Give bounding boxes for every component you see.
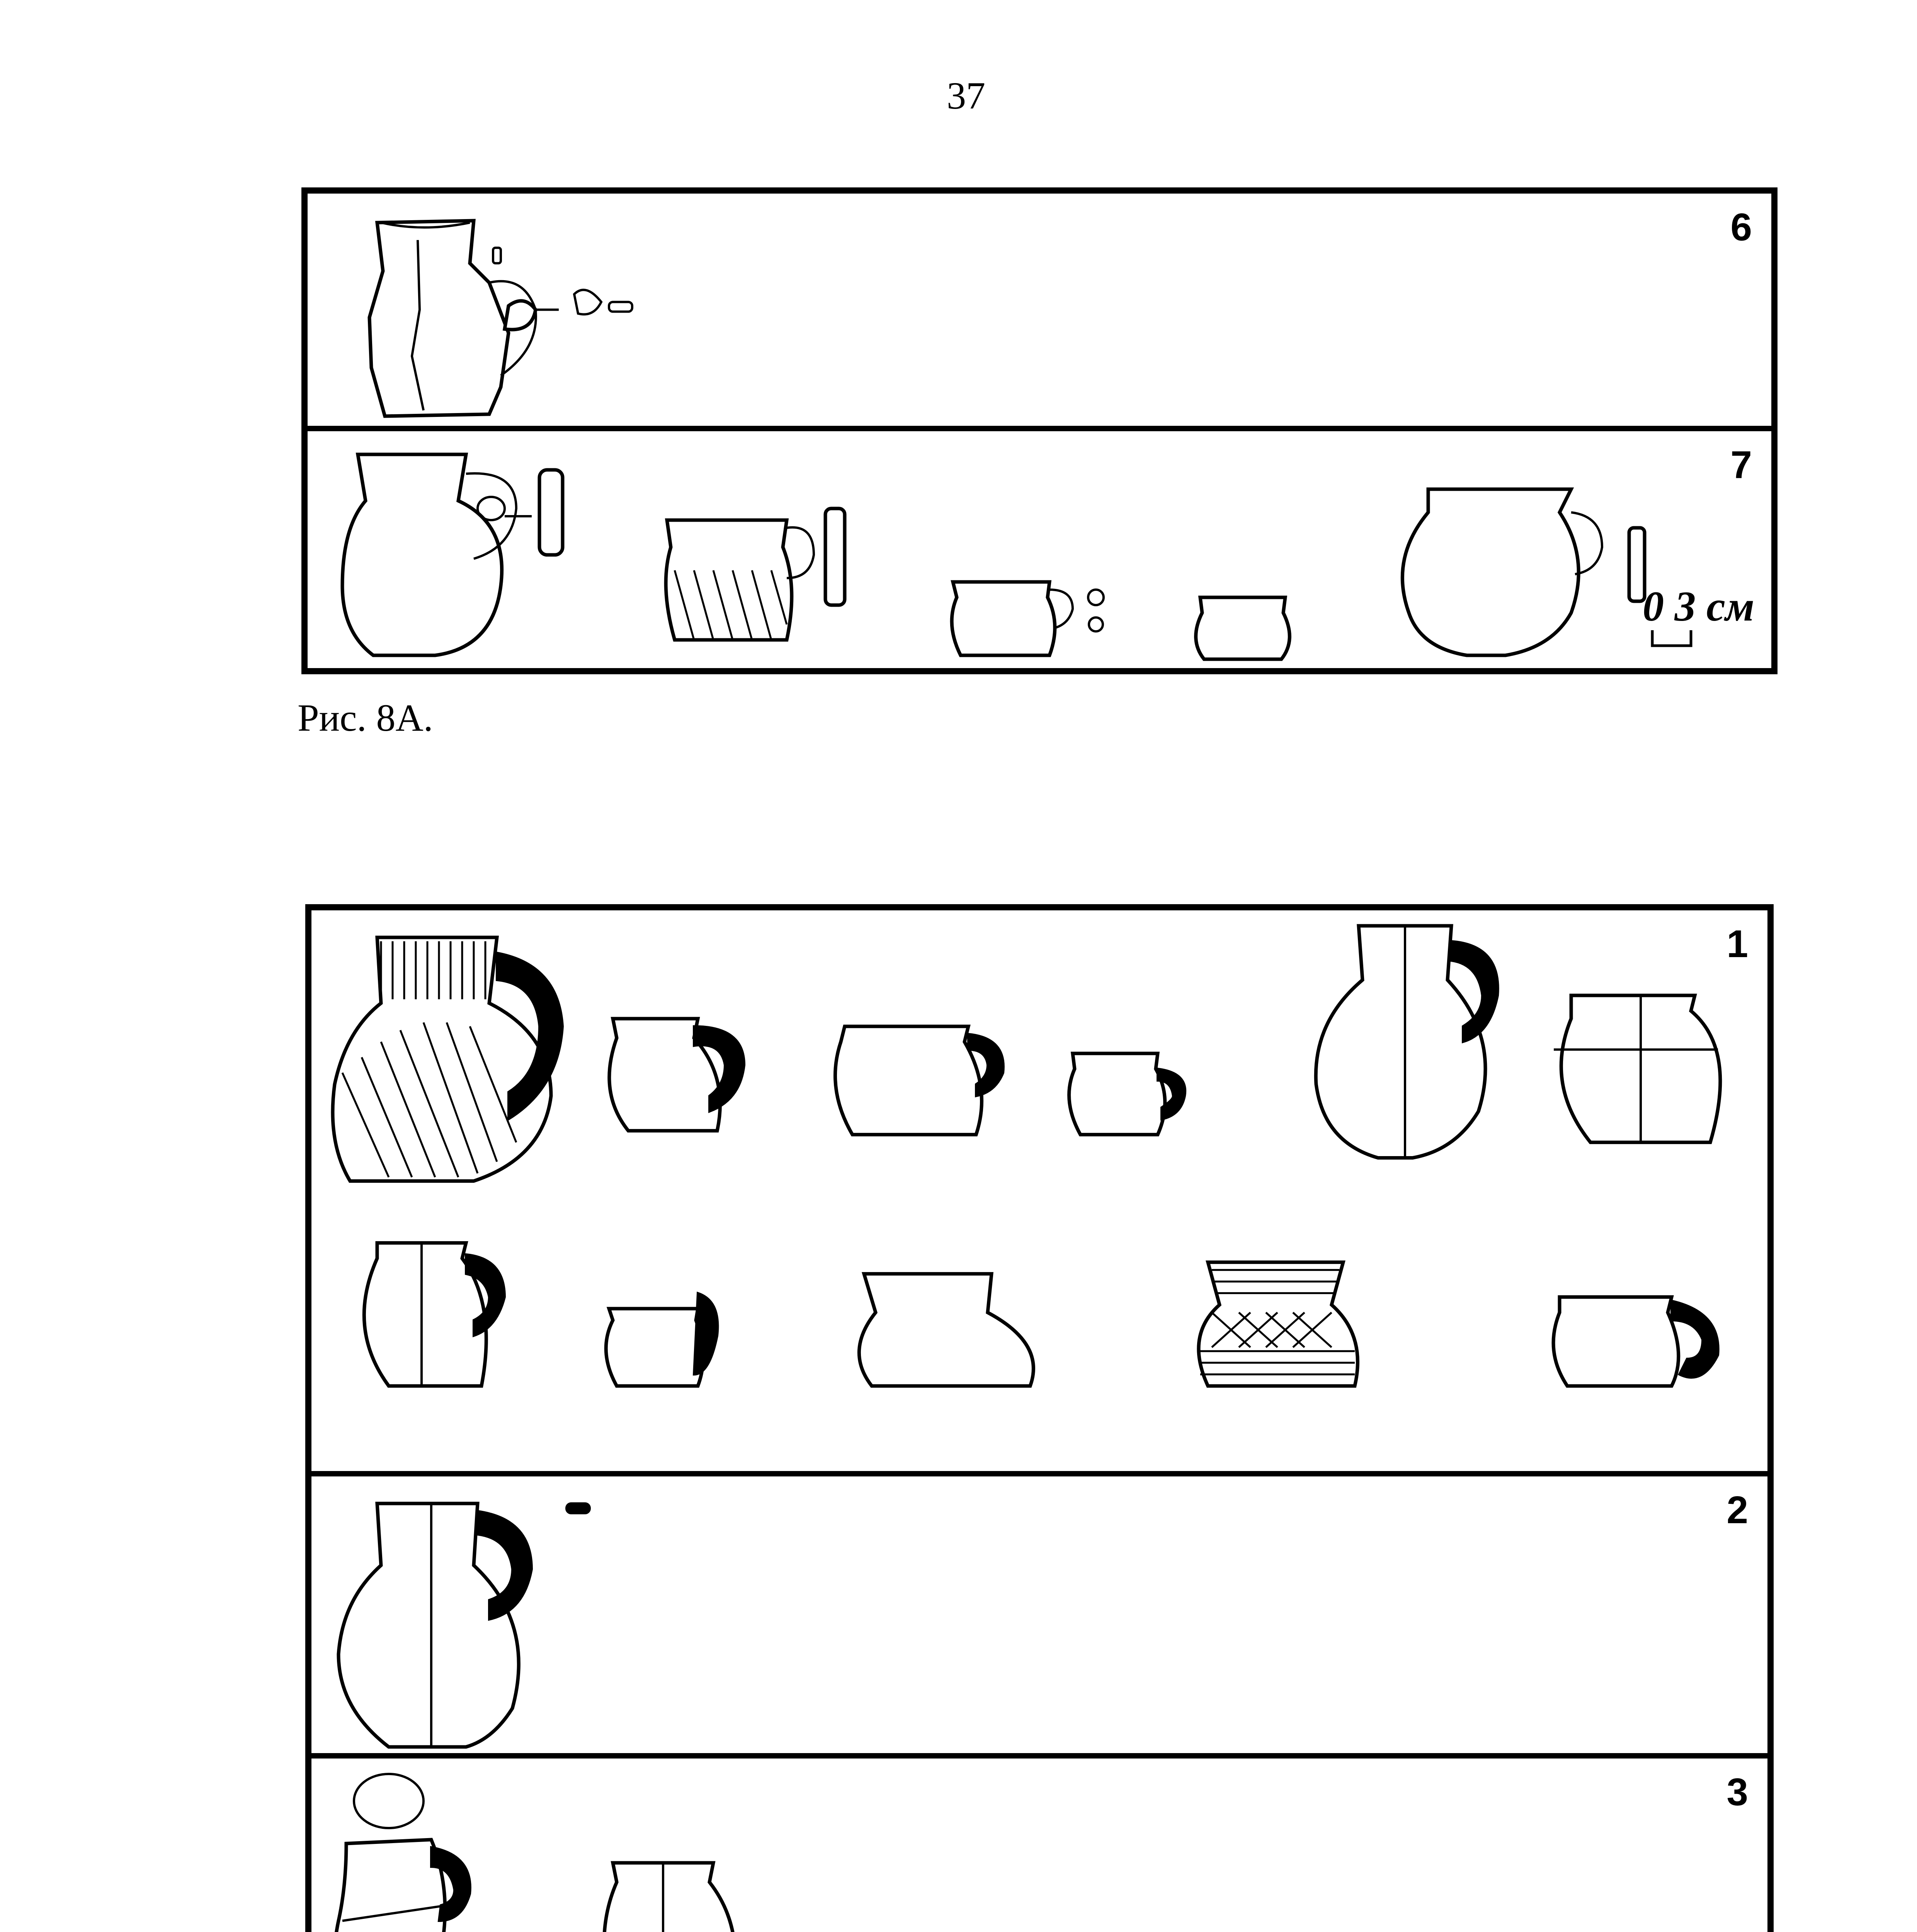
figure-8a-caption: Рис. 8А. xyxy=(298,696,433,739)
vessel-drawing-row-1 xyxy=(311,910,1767,1471)
row-label: 6 xyxy=(1730,206,1752,249)
row-label: 1 xyxy=(1726,922,1748,966)
vessel-drawing-jug-fragment xyxy=(308,194,1771,426)
figure-8a-row-7 xyxy=(308,431,1771,668)
vessel-drawing-row-2 xyxy=(311,1476,1767,1753)
figure-9-row-1 xyxy=(311,910,1767,1476)
figure-8a-panel xyxy=(301,187,1778,674)
figure-9-panel xyxy=(305,904,1774,1932)
figure-9-row-2 xyxy=(311,1476,1767,1759)
vessel-drawing-row-3 xyxy=(311,1759,1767,1932)
figure-9-row-3 xyxy=(311,1759,1767,1932)
vessel-drawing-row-7 xyxy=(308,431,1771,668)
row-label: 7 xyxy=(1730,443,1752,486)
scale-bar xyxy=(1643,582,1754,631)
figure-8a-row-6 xyxy=(308,194,1771,431)
row-label: 2 xyxy=(1726,1488,1748,1532)
scale-value: 3 см xyxy=(1674,583,1755,630)
row-label: 3 xyxy=(1726,1770,1748,1814)
scale-bracket xyxy=(1650,630,1693,650)
scale-zero: 0 xyxy=(1643,583,1664,630)
page-number: 37 xyxy=(947,74,985,117)
